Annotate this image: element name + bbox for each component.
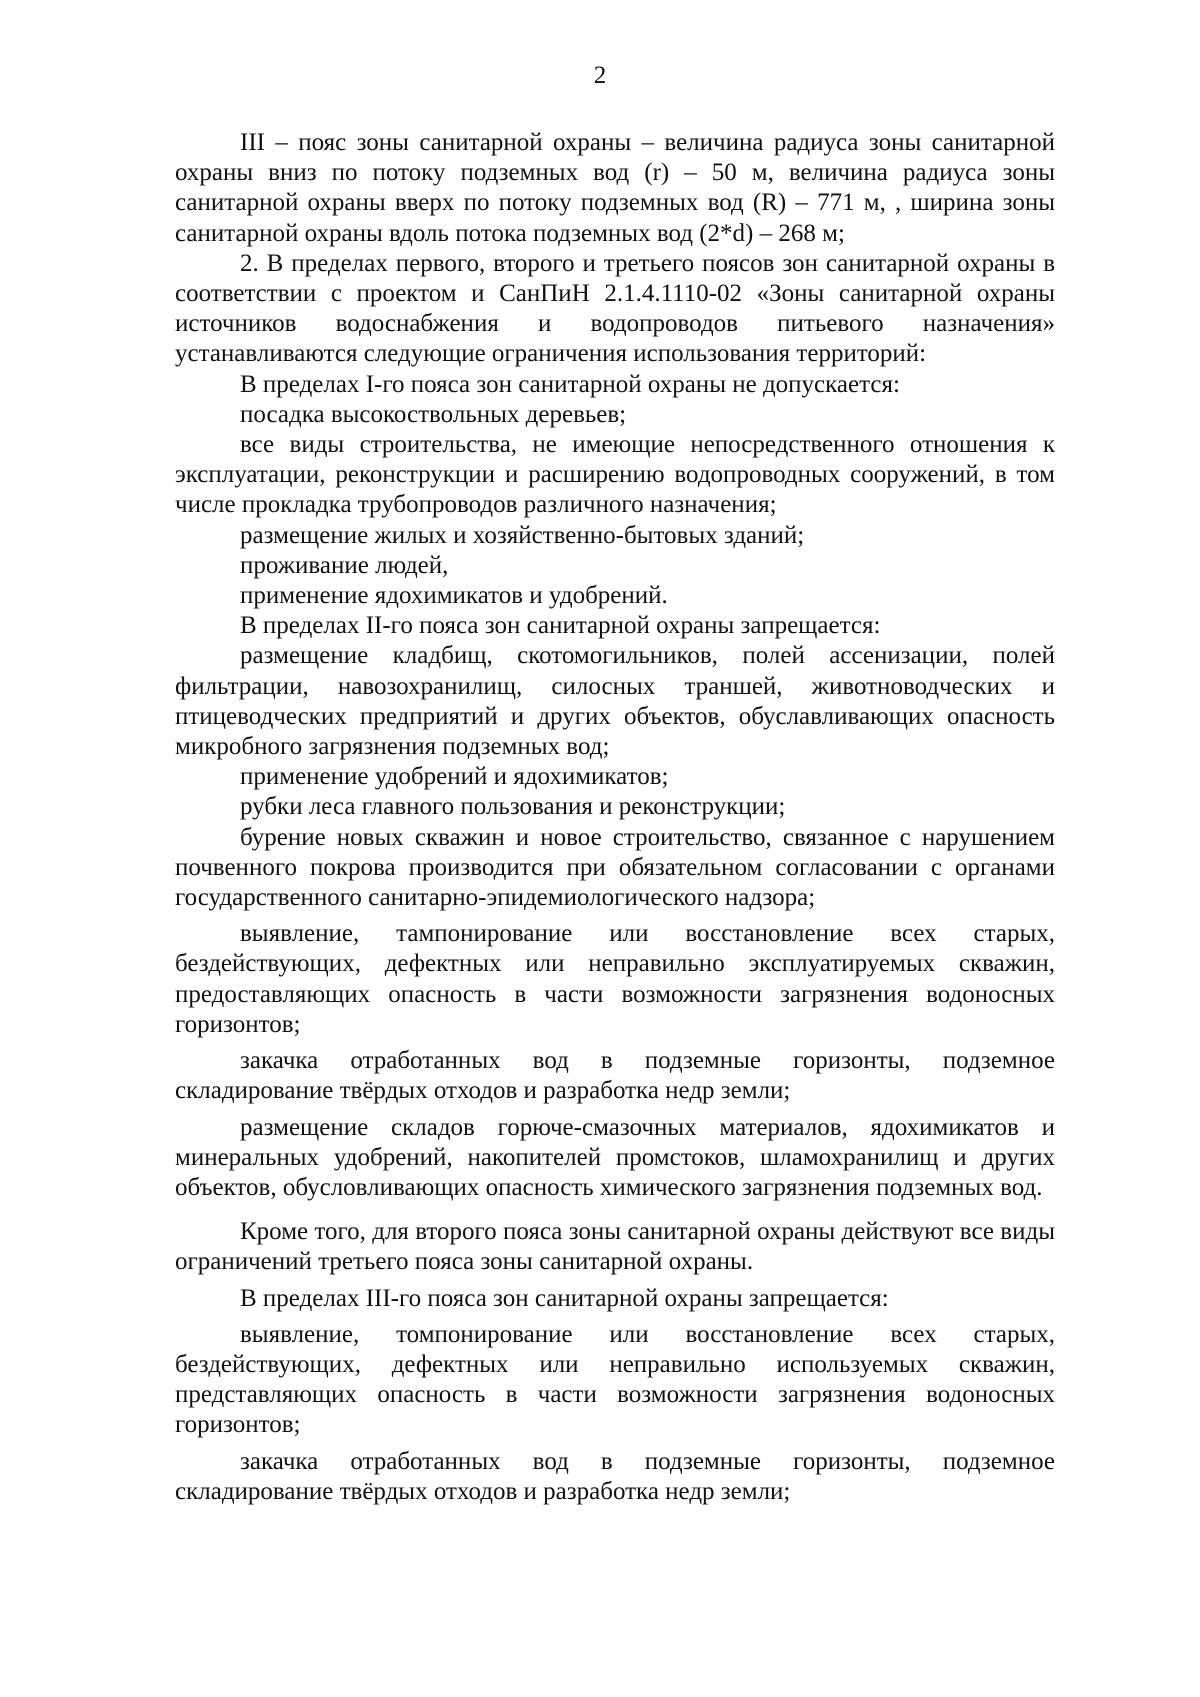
list-item: выявление, томпонирование или восстановление всех старых, бездействующих, дефектных или неправильно используемых скважин, представляющих опасность в части возможности загрязнения водоносных горизонтов; — [175, 1320, 1055, 1439]
list-item: размещение кладбищ, скотомогильников, полей ассенизации, полей фильтрации, навозохранилищ, силосных траншей, животноводческих и птицеводческих предприятий и других объектов, обуславливающих опасность микробного загрязнения подземных вод; — [175, 642, 1055, 761]
list-item: размещение складов горюче-смазочных материалов, ядохимикатов и минеральных удобрений, накопителей промстоков, шламохранилищ и других объектов, обусловливающих опасность химического загрязнения подземных вод. — [175, 1113, 1055, 1201]
list-item: закачка отработанных вод в подземные горизонты, подземное складирование твёрдых отходов и разработка недр земли; — [175, 1047, 1055, 1105]
list-item: посадка высокоствольных деревьев; — [240, 400, 627, 428]
list-item: бурение новых скважин и новое строительство, связанное с нарушением почвенного покрова производится при обязательном согласовании с органами государственного санитарно-эпидемиологического надзора; — [175, 823, 1055, 912]
list-item: все виды строительства, не имеющие непосредственного отношения к эксплуатации, реконструкции и расширению водопроводных сооружений, в том числе прокладка трубопроводов различного назначения; — [175, 431, 1055, 519]
list-item: рубки леса главного пользования и реконструкции; — [240, 793, 786, 821]
paragraph-zone-ii-heading: В пределах II-го пояса зон санитарной охраны запрещается: — [240, 612, 881, 640]
list-item: размещение жилых и хозяйственно-бытовых зданий; — [240, 521, 805, 549]
page-number: 2 — [593, 62, 607, 89]
paragraph-zone-ii-additional: Кроме того, для второго пояса зоны санитарной охраны действуют все виды ограничений третьего пояса зоны санитарной охраны. — [175, 1218, 1055, 1276]
list-item: применение удобрений и ядохимикатов; — [240, 763, 669, 791]
paragraph-restrictions-intro: 2. В пределах первого, второго и третьего поясов зон санитарной охраны в соответствии с проектом и СанПиН 2.1.4.1110-02 «Зоны санитарной охраны источников водоснабжения и водопроводов питьевого назначения» устанавливаются следующие ограничения использования территорий: — [175, 249, 1055, 368]
list-item: проживание людей, — [240, 551, 449, 579]
paragraph-zone-iii-radius: III – пояс зоны санитарной охраны – величина радиуса зоны санитарной охраны вниз по потоку подземных вод (r) – 50 м, величина радиуса зоны санитарной охраны вверх по потоку подземных вод (R) – 771 м, , ширина зоны санитарной охраны вдоль потока подземных вод (2*d) – 268 м; — [175, 129, 1055, 247]
document-body — [175, 128, 1055, 1507]
list-item: выявление, тампонирование или восстановление всех старых, бездействующих, дефектных или неправильно эксплуатируемых скважин, предоставляющих опасность в части возможности загрязнения водоносных горизонтов; — [175, 920, 1055, 1038]
list-item: закачка отработанных вод в подземные горизонты, подземное складирование твёрдых отходов и разработка недр земли; — [175, 1447, 1055, 1505]
list-item: применение ядохимикатов и удобрений. — [240, 582, 668, 610]
paragraph-zone-i-heading: В пределах I-го пояса зон санитарной охраны не допускается: — [240, 370, 900, 398]
paragraph-zone-iii-heading: В пределах III-го пояса зон санитарной охраны запрещается: — [240, 1284, 889, 1312]
